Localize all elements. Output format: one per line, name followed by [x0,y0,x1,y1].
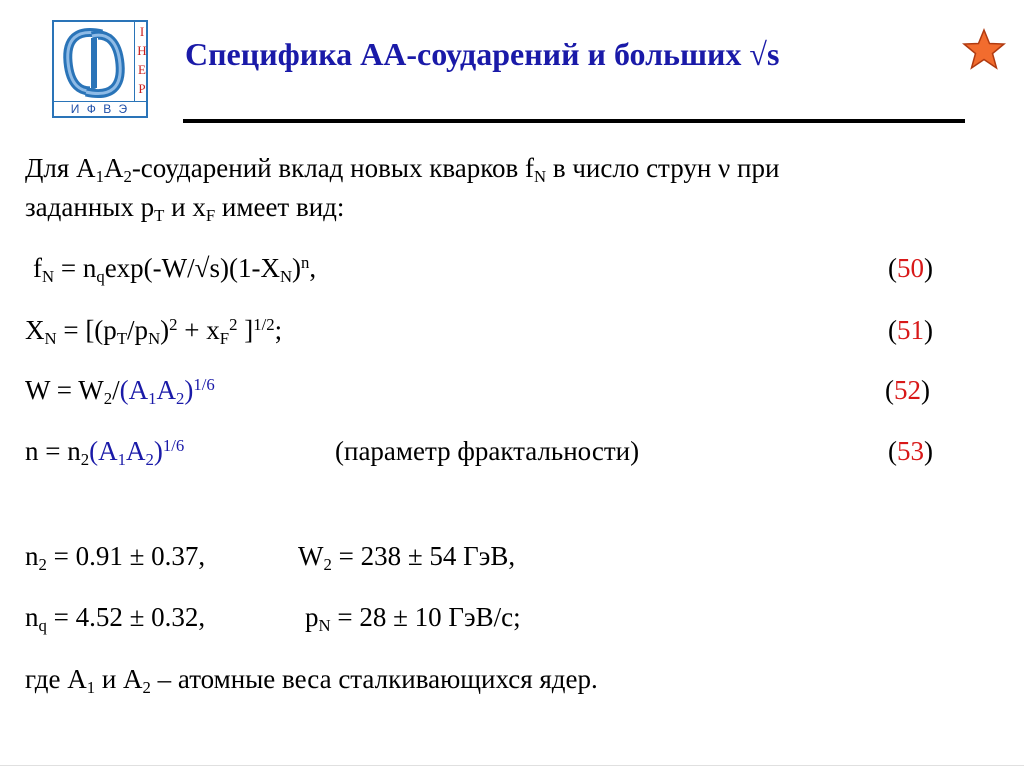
intro-line-2: заданных $p_T$ и $x_F$ имеет вид: [25,192,345,226]
param-line-2: $n_q = 4.52 \pm 0.32$, [25,602,206,636]
institute-logo [52,20,148,118]
logo-letter: Е [138,62,146,77]
equation-number-52: (52) [885,375,930,405]
equation-53-note: (параметр фрактальности) [335,436,640,466]
logo-divider [134,22,135,102]
equation-number-50: (50) [888,253,933,283]
equation-number-51: (51) [888,315,933,345]
equation-52: $W = W_2/(A_1A_2)^{1/6}$ [25,374,215,409]
logo-caption: И Ф В Э [70,102,130,116]
equation-50: $f_N = n_q\exp(-W/√s)(1-X_N)^n$, [33,252,317,287]
star-icon [962,28,1006,70]
param-line-1: $n_2 = 0.91 \pm 0.37$, [25,541,206,575]
title-underline [183,119,965,123]
equation-53: $n = n_2(A_1A_2)^{1/6}$ [25,435,185,470]
intro-line-1: Для $A_1A_2$-соударений вклад новых кварков $f_N$ в число струн ν при [25,153,780,187]
equation-number-53: (53) [888,436,933,466]
logo-letter: I [139,24,145,39]
param-w2: $W_2 = 238 \pm 54$ ГэВ, [298,541,516,575]
param-line-3: где $A_1$ и $A_2$ – атомные веса сталкивающихся ядер. [25,664,598,698]
logo-letter: Н [137,43,147,58]
equation-51: $X_N = [(p_T/p_N)^2 + x_F^2$ ]$^{1/2}$; [25,314,283,349]
slide-title: Специфика АА-соударений и больших √s [185,36,780,72]
logo-letter: Р [138,81,146,96]
param-pn: $p_N = 28 \pm 10$ ГэВ/c; [305,602,521,636]
ihep-logo-icon [56,24,132,102]
logo-side-letters [136,22,148,102]
bottom-divider [0,765,1024,766]
